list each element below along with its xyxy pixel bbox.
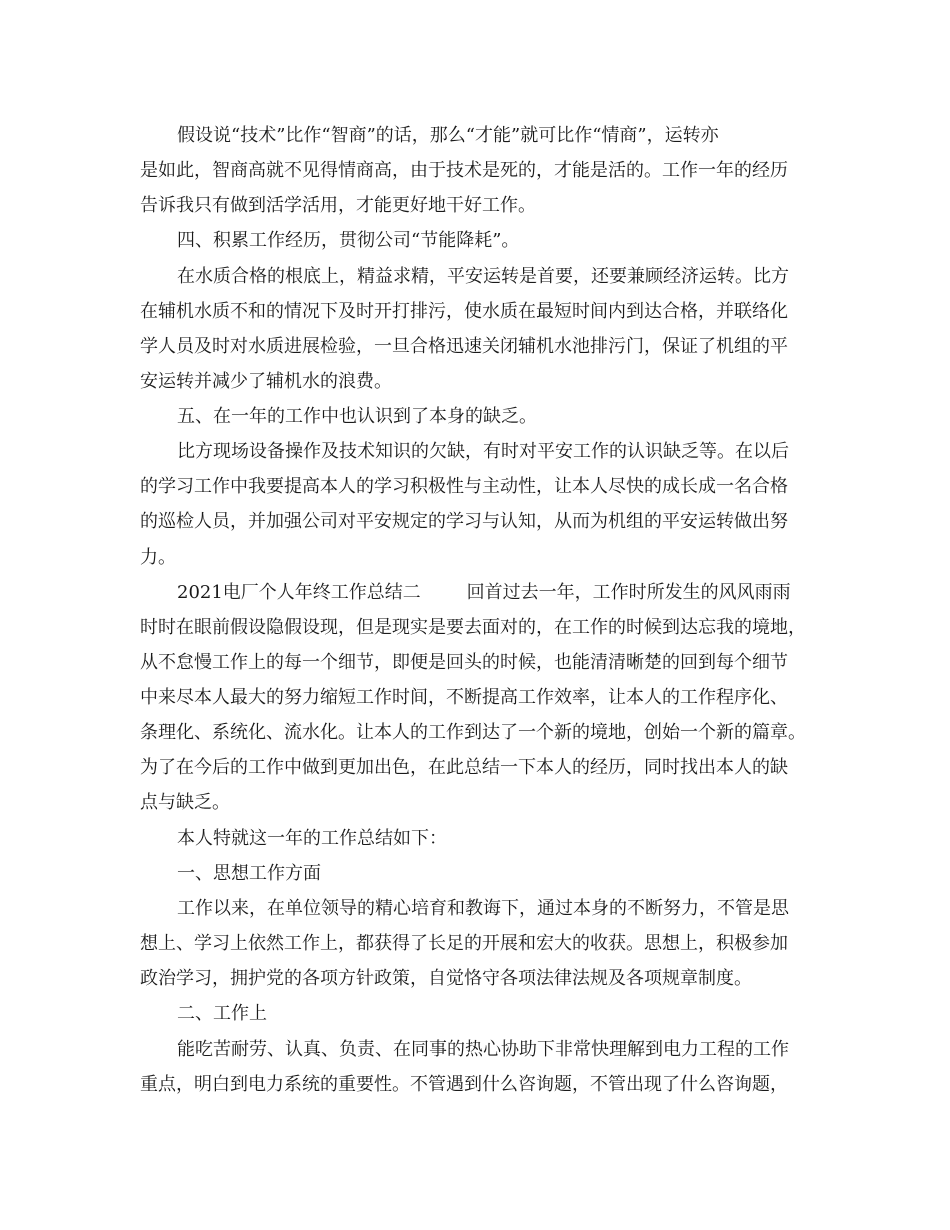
paragraph-line: 点与缺乏。 <box>140 792 230 813</box>
paragraph-line: 想上、学习上依然工作上，都获得了长足的开展和宏大的收获。思想上，积极参加 <box>140 933 788 954</box>
paragraph-line: 学人员及时对水质进展检验，一旦合格迅速关闭辅机水池排污门，保证了机组的平 <box>140 336 788 357</box>
paragraph-line: 告诉我只有做到活学活用，才能更好地干好工作。 <box>140 195 536 216</box>
section-heading: 五、在一年的工作中也认识到了本身的缺乏。 <box>177 406 537 427</box>
paragraph-line: 二、工作上 <box>177 1003 267 1024</box>
paragraph-line: 比方现场设备操作及技术知识的欠缺，有时对平安工作的认识缺乏等。在以后 <box>177 441 789 462</box>
paragraph-line: 力。 <box>140 547 176 568</box>
paragraph-line: 中来尽本人最大的努力缩短工作时间，不断提高工作效率，让本人的工作程序化、 <box>140 687 788 708</box>
document-title-line: 2021电厂个人年终工作总结二 回首过去一年，工作时所发生的风风雨雨 <box>177 582 791 603</box>
section-heading: 工作以来，在单位领导的精心培育和教诲下，通过本身的不断努力，不管是思 <box>177 898 789 919</box>
paragraph-line: 本人特就这一年的工作总结如下： <box>177 828 447 849</box>
paragraph-line: 条理化、系统化、流水化。让本人的工作到达了一个新的境地，创始一个新的篇章。 <box>140 722 806 743</box>
section-heading: 能吃苦耐劳、认真、负责、在同事的热心协助下非常快理解到电力工程的工作 <box>177 1039 789 1060</box>
paragraph-line: 政治学习，拥护党的各项方针政策，自觉恪守各项法律法规及各项规章制度。 <box>140 968 752 989</box>
paragraph-line: 安运转并减少了辅机水的浪费。 <box>140 371 392 392</box>
paragraph-line: 重点，明白到电力系统的重要性。不管遇到什么咨询题，不管出现了什么咨询题， <box>140 1074 788 1095</box>
paragraph-line: 假设说“技术”比作“智商”的话，那么“才能”就可比作“情商”，运转亦 <box>177 125 719 146</box>
paragraph-line: 是如此，智商高就不见得情商高，由于技术是死的，才能是活的。工作一年的经历 <box>140 160 788 181</box>
section-heading: 四、积累工作经历，贯彻公司“节能降耗”。 <box>177 230 520 251</box>
paragraph-line: 在辅机水质不和的情况下及时开打排污，使水质在最短时间内到达合格，并联络化 <box>140 301 788 322</box>
paragraph-line: 的学习工作中我要提高本人的学习积极性与主动性，让本人尽快的成长成一名合格 <box>140 476 788 497</box>
paragraph-line: 在水质合格的根底上，精益求精，平安运转是首要，还要兼顾经济运转。比方 <box>177 266 789 287</box>
paragraph-line: 的巡检人员，并加强公司对平安规定的学习与认知，从而为机组的平安运转做出努 <box>140 511 788 532</box>
paragraph-line: 为了在今后的工作中做到更加出色，在此总结一下本人的经历，同时找出本人的缺 <box>140 757 788 778</box>
paragraph-line: 时时在眼前假设隐假设现，但是现实是要去面对的，在工作的时候到达忘我的境地， <box>140 617 806 638</box>
paragraph-line: 一、思想工作方面 <box>177 863 321 884</box>
paragraph-line: 从不怠慢工作上的每一个细节，即便是回头的时候，也能清清晰楚的回到每个细节 <box>140 652 788 673</box>
